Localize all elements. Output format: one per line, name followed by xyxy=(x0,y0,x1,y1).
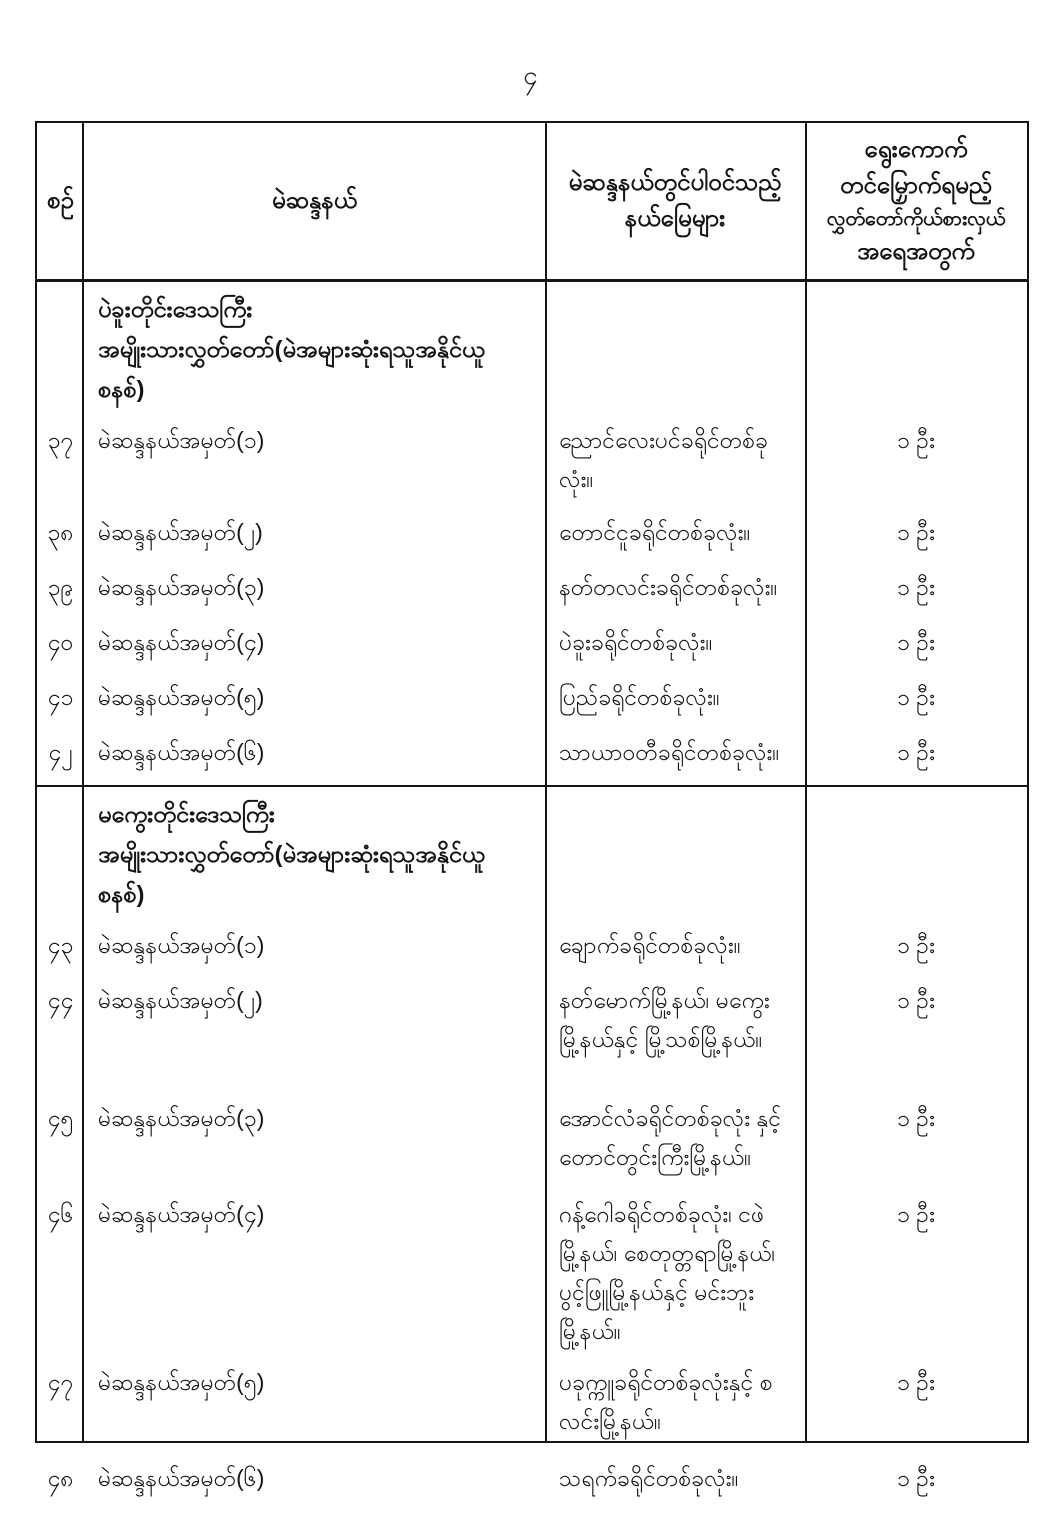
areas-cell: ပခုက္ကူခရိုင်တစ်ခုလုံးနှင့် စလင်းမြို့နယ်။ xyxy=(559,1368,773,1434)
table-row xyxy=(37,418,1027,510)
header-serial-number: စဉ် xyxy=(47,187,74,214)
region-name: မကွေးတိုင်းဒေသကြီး xyxy=(98,800,275,827)
representative-count-cell: ၁ ဦး xyxy=(897,1368,935,1395)
region-section xyxy=(37,787,1027,1514)
areas-cell: ပြည်ခရိုင်တစ်ခုလုံး။ xyxy=(559,683,720,710)
row-number-cell: ၄၁ xyxy=(47,683,74,710)
constituency-cell: မဲဆန္ဒနယ်အမှတ်(၄) xyxy=(98,628,265,655)
areas-cell: နတ်မောက်မြို့နယ်၊ မကွေး မြို့နယ်နှင့် မြို့သစ်မြို့နယ်။ xyxy=(559,986,770,1052)
header-representative-count xyxy=(805,123,1027,279)
constituency-cell: မဲဆန္ဒနယ်အမှတ်(၆) xyxy=(98,1464,265,1491)
table-row xyxy=(37,1456,1027,1514)
representative-count-cell: ၁ ဦး xyxy=(897,931,935,958)
table-row xyxy=(37,978,1027,1096)
areas-cell: အောင်လံခရိုင်တစ်ခုလုံး နှင့်တောင်တွင်းကြီးမြို့နယ်။ xyxy=(559,1104,782,1170)
header-representative-count-line4: အရေအတွက် xyxy=(857,238,975,265)
constituency-cell: မဲဆန္ဒနယ်အမှတ်(၃) xyxy=(98,1104,265,1131)
row-number-cell: ၃၈ xyxy=(47,518,74,545)
assembly-type: အမျိုးသားလွှတ်တော်(မဲအများဆုံးရသူအနိုင်ယူစနစ်) xyxy=(98,335,485,402)
representative-count-cell: ၁ ဦး xyxy=(897,986,935,1013)
header-representative-count-line2: တင်မြှောက်ရမည့် xyxy=(840,172,992,199)
constituency-cell: မဲဆန္ဒနယ်အမှတ်(၂) xyxy=(98,986,263,1013)
constituency-cell: မဲဆန္ဒနယ်အမှတ်(၄) xyxy=(98,1200,265,1227)
representative-count-cell: ၁ ဦး xyxy=(897,1200,935,1227)
areas-cell: ပဲခူးခရိုင်တစ်ခုလုံး။ xyxy=(559,628,713,655)
constituency-table xyxy=(35,121,1029,1491)
areas-cell: သာယာဝတီခရိုင်တစ်ခုလုံး။ xyxy=(559,738,780,765)
row-number-cell: ၄၅ xyxy=(47,1104,74,1131)
column-divider xyxy=(545,123,547,1441)
region-section xyxy=(37,282,1027,787)
representative-count-cell: ၁ ဦး xyxy=(897,683,935,710)
constituency-cell: မဲဆန္ဒနယ်အမှတ်(၃) xyxy=(98,573,265,600)
constituency-cell: မဲဆန္ဒနယ်အမှတ်(၅) xyxy=(98,1368,265,1395)
constituency-cell: မဲဆန္ဒနယ်အမှတ်(၁) xyxy=(98,426,265,453)
row-number-cell: ၄၀ xyxy=(47,628,74,655)
assembly-type: အမျိုးသားလွှတ်တော်(မဲအများဆုံးရသူအနိုင်ယူစနစ်) xyxy=(98,840,485,907)
representative-count-cell: ၁ ဦး xyxy=(897,1104,935,1131)
constituency-cell: မဲဆန္ဒနယ်အမှတ်(၅) xyxy=(98,683,265,710)
table-row xyxy=(37,1360,1027,1456)
areas-cell: ဂန့်ဂေါခရိုင်တစ်ခုလုံး၊ ငဖဲ မြို့နယ်၊ စေတုတ္တရာမြို့နယ်၊ ပွင့်ဖြူမြို့နယ်နှင့် မင်းဘူး မြို့နယ်။ xyxy=(559,1200,776,1344)
table-header-row xyxy=(37,123,1027,282)
page-number: ၄ xyxy=(523,60,538,90)
representative-count-cell: ၁ ဦး xyxy=(897,573,935,600)
table-row xyxy=(37,1096,1027,1192)
areas-cell: နတ်တလင်းခရိုင်တစ်ခုလုံး။ xyxy=(559,573,778,600)
section-rows xyxy=(37,923,1027,1514)
constituency-cell: မဲဆန္ဒနယ်အမှတ်(၁) xyxy=(98,931,265,958)
constituency-cell: မဲဆန္ဒနယ်အမှတ်(၆) xyxy=(98,738,265,765)
header-constituency: မဲဆန္ဒနယ် xyxy=(271,187,358,214)
row-number-cell: ၃၇ xyxy=(47,426,74,453)
representative-count-cell: ၁ ဦး xyxy=(897,1464,935,1491)
table-row xyxy=(37,1192,1027,1360)
representative-count-cell: ၁ ဦး xyxy=(897,738,935,765)
table-row xyxy=(37,730,1027,785)
table-body xyxy=(37,282,1027,1514)
region-header xyxy=(98,290,527,410)
table-row xyxy=(37,675,1027,730)
areas-cell: တောင်ငူခရိုင်တစ်ခုလုံး။ xyxy=(559,518,751,545)
representative-count-cell: ၁ ဦး xyxy=(897,426,935,453)
column-divider xyxy=(805,123,807,1441)
row-number-cell: ၄၈ xyxy=(47,1464,74,1491)
row-number-cell: ၄၃ xyxy=(47,931,74,958)
representative-count-cell: ၁ ဦး xyxy=(897,518,935,545)
table-row xyxy=(37,565,1027,620)
row-number-cell: ၄၄ xyxy=(47,986,74,1013)
areas-cell: ညောင်လေးပင်ခရိုင်တစ်ခုလုံး။ xyxy=(559,426,768,492)
column-divider xyxy=(82,123,84,1441)
representative-count-cell: ၁ ဦး xyxy=(897,628,935,655)
region-name: ပဲခူးတိုင်းဒေသကြီး xyxy=(98,296,253,322)
table-row xyxy=(37,620,1027,675)
constituency-cell: မဲဆန္ဒနယ်အမှတ်(၂) xyxy=(98,518,263,545)
region-header xyxy=(98,795,527,915)
row-number-cell: ၄၇ xyxy=(47,1368,74,1395)
row-number-cell: ၃၉ xyxy=(47,573,74,600)
table-row xyxy=(37,923,1027,978)
header-representative-count-line3: လွှတ်တော်ကိုယ်စားလှယ် xyxy=(826,208,1006,230)
areas-cell: ချောက်ခရိုင်တစ်ခုလုံး။ xyxy=(559,931,741,958)
row-number-cell: ၄၂ xyxy=(48,738,73,765)
row-number-cell: ၄၆ xyxy=(47,1200,74,1227)
section-rows xyxy=(37,418,1027,785)
areas-cell: သရက်ခရိုင်တစ်ခုလုံး။ xyxy=(559,1464,739,1491)
table-row xyxy=(37,510,1027,565)
header-included-areas: မဲဆန္ဒနယ်တွင်ပါဝင်သည့် နယ်မြေများ xyxy=(568,169,782,232)
header-representative-count-line1: ရွေးကောက် xyxy=(864,136,968,163)
